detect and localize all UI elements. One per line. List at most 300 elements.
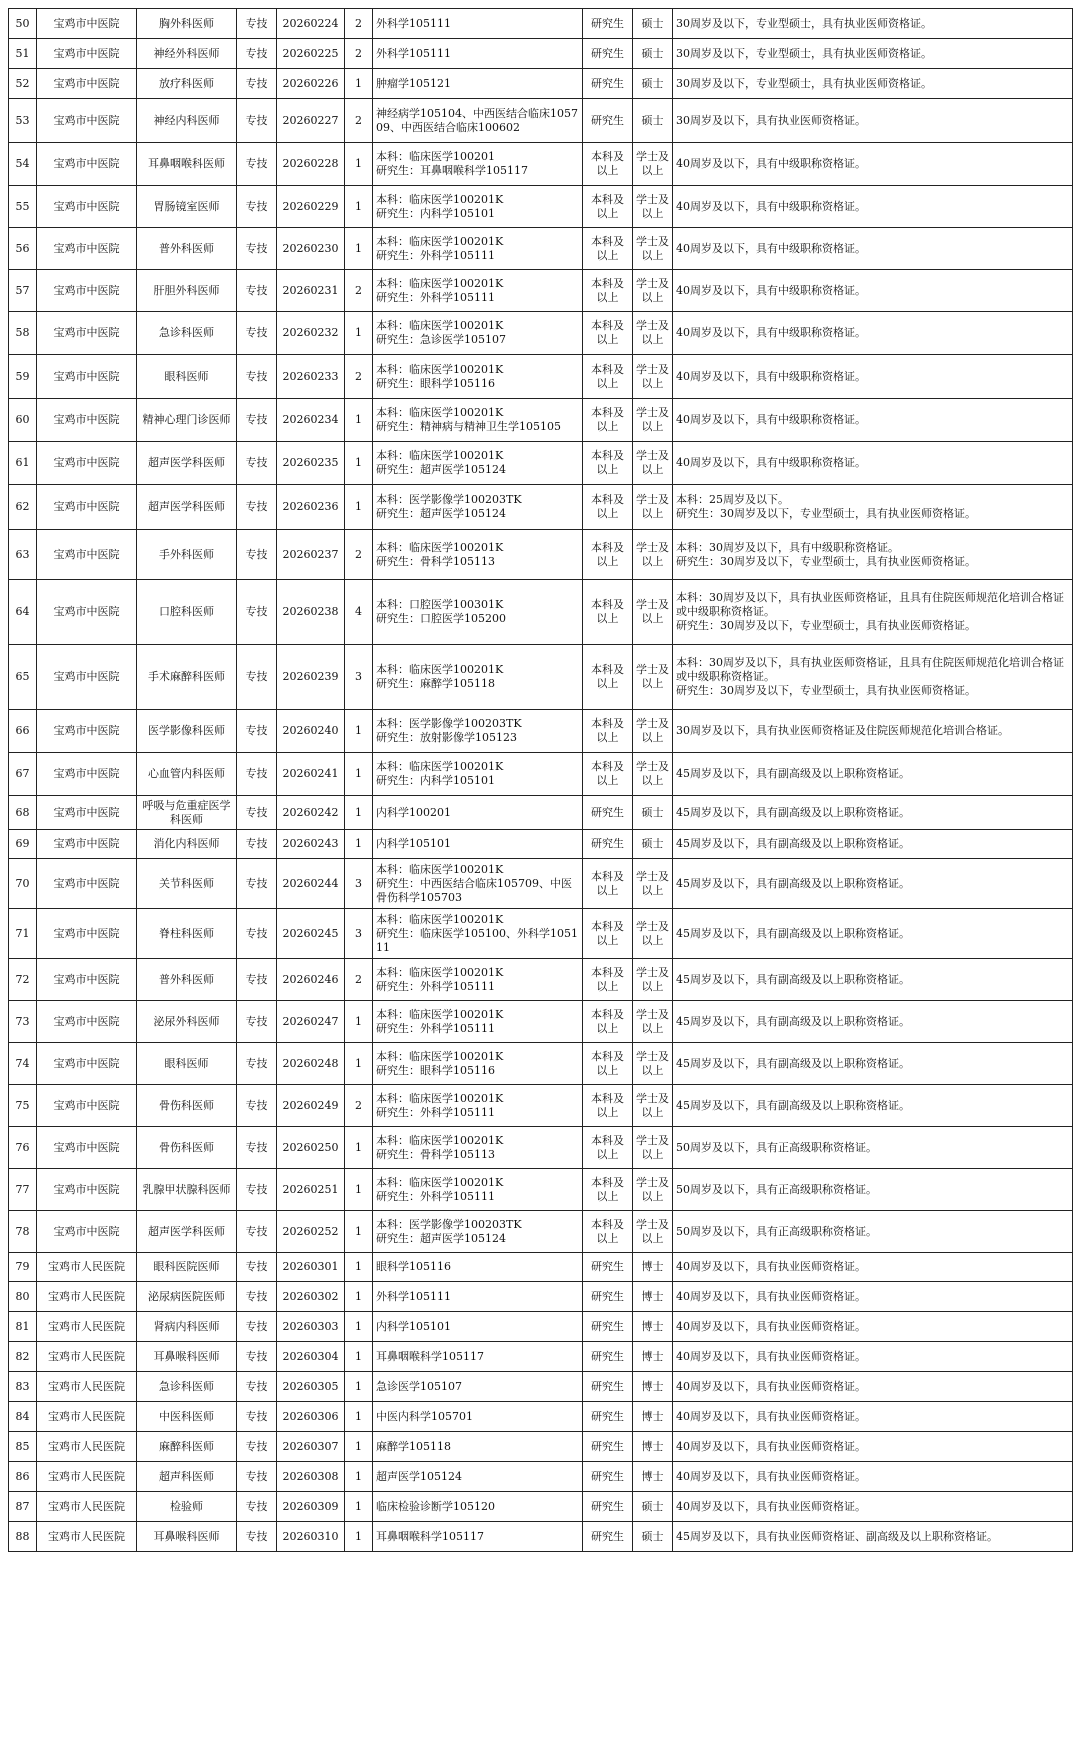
- major-requirement: 肿瘤学105121: [373, 69, 583, 99]
- unit-name: 宝鸡市中医院: [37, 909, 137, 959]
- education-requirement: 研究生: [583, 1462, 633, 1492]
- major-requirement: 本科：临床医学100201K 研究生：超声医学105124: [373, 442, 583, 485]
- position-category: 专技: [237, 39, 277, 69]
- other-requirements: 50周岁及以下，具有正高级职称资格证。: [673, 1169, 1073, 1211]
- other-requirements: 40周岁及以下，具有中级职称资格证。: [673, 270, 1073, 312]
- position-category: 专技: [237, 1522, 277, 1552]
- education-requirement: 本科及以上: [583, 186, 633, 228]
- position-category: 专技: [237, 859, 277, 909]
- unit-name: 宝鸡市中医院: [37, 39, 137, 69]
- degree-requirement: 硕士: [633, 39, 673, 69]
- table-row: [9, 228, 1073, 270]
- position-category: 专技: [237, 645, 277, 710]
- position-name: 神经内科医师: [137, 99, 237, 143]
- other-requirements: 40周岁及以下，具有中级职称资格证。: [673, 442, 1073, 485]
- position-code: 20260309: [277, 1492, 345, 1522]
- major-requirement: 本科：临床医学100201K 研究生：眼科学105116: [373, 355, 583, 399]
- position-code: 20260308: [277, 1462, 345, 1492]
- education-requirement: 研究生: [583, 1312, 633, 1342]
- degree-requirement: 硕士: [633, 796, 673, 830]
- table-row: [9, 1312, 1073, 1342]
- position-code: 20260227: [277, 99, 345, 143]
- row-number: 62: [9, 485, 37, 530]
- position-category: 专技: [237, 228, 277, 270]
- table-row: [9, 796, 1073, 830]
- education-requirement: 本科及以上: [583, 1169, 633, 1211]
- position-code: 20260306: [277, 1402, 345, 1432]
- other-requirements: 本科：30周岁及以下，具有执业医师资格证，且具有住院医师规范化培训合格证或中级职称资格证。 研究生：30周岁及以下，专业型硕士，具有执业医师资格证。: [673, 580, 1073, 645]
- table-row: [9, 442, 1073, 485]
- position-name: 消化内科医师: [137, 830, 237, 859]
- education-requirement: 研究生: [583, 39, 633, 69]
- row-number: 76: [9, 1127, 37, 1169]
- unit-name: 宝鸡市中医院: [37, 355, 137, 399]
- position-category: 专技: [237, 1211, 277, 1253]
- position-category: 专技: [237, 99, 277, 143]
- unit-name: 宝鸡市人民医院: [37, 1372, 137, 1402]
- hiring-count: 1: [345, 399, 373, 442]
- hiring-count: 2: [345, 39, 373, 69]
- other-requirements: 45周岁及以下，具有执业医师资格证、副高级及以上职称资格证。: [673, 1522, 1073, 1552]
- position-code: 20260249: [277, 1085, 345, 1127]
- position-name: 眼科医院医师: [137, 1253, 237, 1282]
- row-number: 53: [9, 99, 37, 143]
- other-requirements: 45周岁及以下，具有副高级及以上职称资格证。: [673, 909, 1073, 959]
- position-category: 专技: [237, 69, 277, 99]
- unit-name: 宝鸡市中医院: [37, 1169, 137, 1211]
- education-requirement: 研究生: [583, 69, 633, 99]
- education-requirement: 研究生: [583, 1282, 633, 1312]
- position-code: 20260251: [277, 1169, 345, 1211]
- unit-name: 宝鸡市中医院: [37, 399, 137, 442]
- hiring-count: 2: [345, 355, 373, 399]
- unit-name: 宝鸡市中医院: [37, 1001, 137, 1043]
- hiring-count: 1: [345, 1462, 373, 1492]
- position-code: 20260305: [277, 1372, 345, 1402]
- other-requirements: 50周岁及以下，具有正高级职称资格证。: [673, 1127, 1073, 1169]
- hiring-count: 1: [345, 1127, 373, 1169]
- other-requirements: 45周岁及以下，具有副高级及以上职称资格证。: [673, 753, 1073, 796]
- unit-name: 宝鸡市中医院: [37, 959, 137, 1001]
- degree-requirement: 学士及以上: [633, 909, 673, 959]
- position-name: 关节科医师: [137, 859, 237, 909]
- unit-name: 宝鸡市中医院: [37, 485, 137, 530]
- position-code: 20260230: [277, 228, 345, 270]
- other-requirements: 30周岁及以下，专业型硕士，具有执业医师资格证。: [673, 39, 1073, 69]
- degree-requirement: 学士及以上: [633, 1001, 673, 1043]
- major-requirement: 本科：临床医学100201K 研究生：临床医学105100、外科学105111: [373, 909, 583, 959]
- education-requirement: 本科及以上: [583, 1085, 633, 1127]
- major-requirement: 眼科学105116: [373, 1253, 583, 1282]
- degree-requirement: 博士: [633, 1462, 673, 1492]
- unit-name: 宝鸡市人民医院: [37, 1342, 137, 1372]
- unit-name: 宝鸡市中医院: [37, 143, 137, 186]
- major-requirement: 本科：临床医学100201K 研究生：外科学105111: [373, 228, 583, 270]
- position-code: 20260228: [277, 143, 345, 186]
- table-row: [9, 1127, 1073, 1169]
- table-row: [9, 580, 1073, 645]
- position-category: 专技: [237, 270, 277, 312]
- major-requirement: 本科：临床医学100201K 研究生：精神病与精神卫生学105105: [373, 399, 583, 442]
- unit-name: 宝鸡市中医院: [37, 753, 137, 796]
- row-number: 59: [9, 355, 37, 399]
- position-name: 检验师: [137, 1492, 237, 1522]
- row-number: 78: [9, 1211, 37, 1253]
- table-row: [9, 859, 1073, 909]
- position-name: 普外科医师: [137, 959, 237, 1001]
- position-code: 20260231: [277, 270, 345, 312]
- row-number: 85: [9, 1432, 37, 1462]
- degree-requirement: 学士及以上: [633, 399, 673, 442]
- major-requirement: 耳鼻咽喉科学105117: [373, 1342, 583, 1372]
- major-requirement: 内科学100201: [373, 796, 583, 830]
- position-category: 专技: [237, 186, 277, 228]
- table-row: [9, 485, 1073, 530]
- position-code: 20260302: [277, 1282, 345, 1312]
- education-requirement: 本科及以上: [583, 1211, 633, 1253]
- row-number: 67: [9, 753, 37, 796]
- major-requirement: 耳鼻咽喉科学105117: [373, 1522, 583, 1552]
- education-requirement: 研究生: [583, 1432, 633, 1462]
- other-requirements: 40周岁及以下，具有中级职称资格证。: [673, 312, 1073, 355]
- position-code: 20260236: [277, 485, 345, 530]
- unit-name: 宝鸡市中医院: [37, 186, 137, 228]
- major-requirement: 本科：临床医学100201K 研究生：外科学105111: [373, 1001, 583, 1043]
- unit-name: 宝鸡市中医院: [37, 1043, 137, 1085]
- row-number: 52: [9, 69, 37, 99]
- degree-requirement: 学士及以上: [633, 186, 673, 228]
- major-requirement: 本科：口腔医学100301K 研究生：口腔医学105200: [373, 580, 583, 645]
- degree-requirement: 硕士: [633, 830, 673, 859]
- other-requirements: 45周岁及以下，具有副高级及以上职称资格证。: [673, 796, 1073, 830]
- unit-name: 宝鸡市中医院: [37, 99, 137, 143]
- position-code: 20260244: [277, 859, 345, 909]
- education-requirement: 本科及以上: [583, 1127, 633, 1169]
- unit-name: 宝鸡市中医院: [37, 9, 137, 39]
- hiring-count: 3: [345, 909, 373, 959]
- other-requirements: 45周岁及以下，具有副高级及以上职称资格证。: [673, 1085, 1073, 1127]
- other-requirements: 40周岁及以下，具有中级职称资格证。: [673, 228, 1073, 270]
- hiring-count: 1: [345, 1432, 373, 1462]
- position-name: 超声医学科医师: [137, 442, 237, 485]
- other-requirements: 45周岁及以下，具有副高级及以上职称资格证。: [673, 959, 1073, 1001]
- position-code: 20260310: [277, 1522, 345, 1552]
- table-row: [9, 1462, 1073, 1492]
- degree-requirement: 学士及以上: [633, 355, 673, 399]
- position-category: 专技: [237, 753, 277, 796]
- education-requirement: 本科及以上: [583, 959, 633, 1001]
- other-requirements: 40周岁及以下，具有中级职称资格证。: [673, 186, 1073, 228]
- education-requirement: 本科及以上: [583, 355, 633, 399]
- degree-requirement: 硕士: [633, 1522, 673, 1552]
- hiring-count: 1: [345, 312, 373, 355]
- table-row: [9, 959, 1073, 1001]
- position-category: 专技: [237, 1462, 277, 1492]
- position-name: 肝胆外科医师: [137, 270, 237, 312]
- major-requirement: 本科：医学影像学100203TK 研究生：超声医学105124: [373, 485, 583, 530]
- position-code: 20260246: [277, 959, 345, 1001]
- unit-name: 宝鸡市中医院: [37, 645, 137, 710]
- education-requirement: 研究生: [583, 99, 633, 143]
- position-code: 20260232: [277, 312, 345, 355]
- other-requirements: 45周岁及以下，具有副高级及以上职称资格证。: [673, 859, 1073, 909]
- education-requirement: 本科及以上: [583, 710, 633, 753]
- position-category: 专技: [237, 9, 277, 39]
- other-requirements: 40周岁及以下，具有执业医师资格证。: [673, 1342, 1073, 1372]
- unit-name: 宝鸡市人民医院: [37, 1522, 137, 1552]
- hiring-count: 2: [345, 959, 373, 1001]
- degree-requirement: 学士及以上: [633, 645, 673, 710]
- major-requirement: 内科学105101: [373, 1312, 583, 1342]
- position-category: 专技: [237, 355, 277, 399]
- other-requirements: 40周岁及以下，具有执业医师资格证。: [673, 1432, 1073, 1462]
- major-requirement: 急诊医学105107: [373, 1372, 583, 1402]
- table-row: [9, 1085, 1073, 1127]
- row-number: 51: [9, 39, 37, 69]
- position-category: 专技: [237, 580, 277, 645]
- major-requirement: 本科：临床医学100201K 研究生：内科学105101: [373, 753, 583, 796]
- row-number: 71: [9, 909, 37, 959]
- position-name: 手外科医师: [137, 530, 237, 580]
- unit-name: 宝鸡市中医院: [37, 270, 137, 312]
- table-row: [9, 9, 1073, 39]
- other-requirements: 40周岁及以下，具有执业医师资格证。: [673, 1492, 1073, 1522]
- unit-name: 宝鸡市中医院: [37, 1127, 137, 1169]
- row-number: 66: [9, 710, 37, 753]
- hiring-count: 2: [345, 1085, 373, 1127]
- other-requirements: 45周岁及以下，具有副高级及以上职称资格证。: [673, 830, 1073, 859]
- row-number: 72: [9, 959, 37, 1001]
- major-requirement: 本科：临床医学100201K 研究生：麻醉学105118: [373, 645, 583, 710]
- position-name: 放疗科医师: [137, 69, 237, 99]
- table-row: [9, 69, 1073, 99]
- education-requirement: 本科及以上: [583, 1001, 633, 1043]
- position-category: 专技: [237, 1402, 277, 1432]
- hiring-count: 1: [345, 1312, 373, 1342]
- table-row: [9, 399, 1073, 442]
- row-number: 55: [9, 186, 37, 228]
- major-requirement: 本科：临床医学100201K 研究生：骨科学105113: [373, 530, 583, 580]
- degree-requirement: 学士及以上: [633, 1043, 673, 1085]
- other-requirements: 30周岁及以下，专业型硕士，具有执业医师资格证。: [673, 69, 1073, 99]
- position-category: 专技: [237, 442, 277, 485]
- position-name: 急诊科医师: [137, 1372, 237, 1402]
- row-number: 81: [9, 1312, 37, 1342]
- unit-name: 宝鸡市中医院: [37, 442, 137, 485]
- hiring-count: 1: [345, 1001, 373, 1043]
- education-requirement: 研究生: [583, 1253, 633, 1282]
- position-name: 泌尿外科医师: [137, 1001, 237, 1043]
- position-code: 20260229: [277, 186, 345, 228]
- row-number: 63: [9, 530, 37, 580]
- other-requirements: 40周岁及以下，具有执业医师资格证。: [673, 1402, 1073, 1432]
- hiring-count: 1: [345, 186, 373, 228]
- education-requirement: 本科及以上: [583, 645, 633, 710]
- position-name: 神经外科医师: [137, 39, 237, 69]
- position-category: 专技: [237, 909, 277, 959]
- major-requirement: 中医内科学105701: [373, 1402, 583, 1432]
- other-requirements: 40周岁及以下，具有执业医师资格证。: [673, 1312, 1073, 1342]
- position-category: 专技: [237, 485, 277, 530]
- table-row: [9, 1001, 1073, 1043]
- major-requirement: 临床检验诊断学105120: [373, 1492, 583, 1522]
- position-category: 专技: [237, 1043, 277, 1085]
- hiring-count: 1: [345, 710, 373, 753]
- position-name: 口腔科医师: [137, 580, 237, 645]
- row-number: 77: [9, 1169, 37, 1211]
- unit-name: 宝鸡市中医院: [37, 859, 137, 909]
- major-requirement: 本科：临床医学100201 研究生：耳鼻咽喉科学105117: [373, 143, 583, 186]
- other-requirements: 30周岁及以下，具有执业医师资格证及住院医师规范化培训合格证。: [673, 710, 1073, 753]
- hiring-count: 2: [345, 9, 373, 39]
- unit-name: 宝鸡市中医院: [37, 580, 137, 645]
- major-requirement: 本科：临床医学100201K 研究生：骨科学105113: [373, 1127, 583, 1169]
- hiring-count: 1: [345, 830, 373, 859]
- row-number: 69: [9, 830, 37, 859]
- hiring-count: 2: [345, 99, 373, 143]
- education-requirement: 本科及以上: [583, 859, 633, 909]
- position-name: 超声医学科医师: [137, 1211, 237, 1253]
- major-requirement: 内科学105101: [373, 830, 583, 859]
- position-name: 急诊科医师: [137, 312, 237, 355]
- unit-name: 宝鸡市中医院: [37, 830, 137, 859]
- position-category: 专技: [237, 1127, 277, 1169]
- position-category: 专技: [237, 830, 277, 859]
- other-requirements: 30周岁及以下，专业型硕士，具有执业医师资格证。: [673, 9, 1073, 39]
- position-category: 专技: [237, 399, 277, 442]
- other-requirements: 本科：25周岁及以下。 研究生：30周岁及以下，专业型硕士，具有执业医师资格证。: [673, 485, 1073, 530]
- position-code: 20260307: [277, 1432, 345, 1462]
- education-requirement: 本科及以上: [583, 442, 633, 485]
- unit-name: 宝鸡市中医院: [37, 1085, 137, 1127]
- table-row: [9, 1169, 1073, 1211]
- degree-requirement: 硕士: [633, 99, 673, 143]
- position-name: 骨伤科医师: [137, 1127, 237, 1169]
- position-category: 专技: [237, 1312, 277, 1342]
- table-row: [9, 753, 1073, 796]
- degree-requirement: 学士及以上: [633, 485, 673, 530]
- table-body: [9, 9, 1073, 1552]
- hiring-count: 1: [345, 1043, 373, 1085]
- degree-requirement: 学士及以上: [633, 1169, 673, 1211]
- hiring-count: 1: [345, 796, 373, 830]
- position-name: 麻醉科医师: [137, 1432, 237, 1462]
- unit-name: 宝鸡市人民医院: [37, 1253, 137, 1282]
- row-number: 65: [9, 645, 37, 710]
- unit-name: 宝鸡市人民医院: [37, 1492, 137, 1522]
- other-requirements: 45周岁及以下，具有副高级及以上职称资格证。: [673, 1001, 1073, 1043]
- hiring-count: 1: [345, 485, 373, 530]
- hiring-count: 2: [345, 530, 373, 580]
- major-requirement: 本科：临床医学100201K 研究生：外科学105111: [373, 270, 583, 312]
- major-requirement: 本科：临床医学100201K 研究生：外科学105111: [373, 1169, 583, 1211]
- position-category: 专技: [237, 530, 277, 580]
- table-row: [9, 99, 1073, 143]
- table-row: [9, 710, 1073, 753]
- position-category: 专技: [237, 959, 277, 1001]
- position-code: 20260247: [277, 1001, 345, 1043]
- row-number: 86: [9, 1462, 37, 1492]
- other-requirements: 40周岁及以下，具有执业医师资格证。: [673, 1282, 1073, 1312]
- education-requirement: 本科及以上: [583, 228, 633, 270]
- hiring-count: 1: [345, 69, 373, 99]
- position-code: 20260243: [277, 830, 345, 859]
- position-name: 心血管内科医师: [137, 753, 237, 796]
- unit-name: 宝鸡市中医院: [37, 1211, 137, 1253]
- table-row: [9, 1522, 1073, 1552]
- education-requirement: 本科及以上: [583, 399, 633, 442]
- table-row: [9, 1043, 1073, 1085]
- unit-name: 宝鸡市人民医院: [37, 1432, 137, 1462]
- position-name: 呼吸与危重症医学科医师: [137, 796, 237, 830]
- degree-requirement: 博士: [633, 1402, 673, 1432]
- position-category: 专技: [237, 1342, 277, 1372]
- unit-name: 宝鸡市中医院: [37, 530, 137, 580]
- degree-requirement: 学士及以上: [633, 270, 673, 312]
- education-requirement: 本科及以上: [583, 530, 633, 580]
- hiring-count: 1: [345, 442, 373, 485]
- position-code: 20260303: [277, 1312, 345, 1342]
- other-requirements: 40周岁及以下，具有中级职称资格证。: [673, 399, 1073, 442]
- row-number: 88: [9, 1522, 37, 1552]
- position-code: 20260235: [277, 442, 345, 485]
- hiring-count: 1: [345, 1372, 373, 1402]
- education-requirement: 研究生: [583, 1522, 633, 1552]
- position-category: 专技: [237, 1282, 277, 1312]
- table-row: [9, 270, 1073, 312]
- position-code: 20260234: [277, 399, 345, 442]
- row-number: 70: [9, 859, 37, 909]
- degree-requirement: 学士及以上: [633, 228, 673, 270]
- major-requirement: 神经病学105104、中西医结合临床105709、中西医结合临床100602: [373, 99, 583, 143]
- degree-requirement: 硕士: [633, 9, 673, 39]
- table-row: [9, 830, 1073, 859]
- degree-requirement: 学士及以上: [633, 312, 673, 355]
- major-requirement: 本科：临床医学100201K 研究生：外科学105111: [373, 959, 583, 1001]
- education-requirement: 本科及以上: [583, 312, 633, 355]
- table-row: [9, 909, 1073, 959]
- table-row: [9, 645, 1073, 710]
- row-number: 87: [9, 1492, 37, 1522]
- recruitment-table: [8, 8, 1073, 1552]
- row-number: 56: [9, 228, 37, 270]
- other-requirements: 40周岁及以下，具有中级职称资格证。: [673, 355, 1073, 399]
- major-requirement: 外科学105111: [373, 1282, 583, 1312]
- education-requirement: 研究生: [583, 1402, 633, 1432]
- row-number: 64: [9, 580, 37, 645]
- education-requirement: 本科及以上: [583, 485, 633, 530]
- degree-requirement: 博士: [633, 1372, 673, 1402]
- row-number: 57: [9, 270, 37, 312]
- major-requirement: 外科学105111: [373, 39, 583, 69]
- position-code: 20260301: [277, 1253, 345, 1282]
- table-row: [9, 1372, 1073, 1402]
- position-code: 20260237: [277, 530, 345, 580]
- degree-requirement: 博士: [633, 1282, 673, 1312]
- education-requirement: 本科及以上: [583, 753, 633, 796]
- education-requirement: 研究生: [583, 1372, 633, 1402]
- major-requirement: 本科：临床医学100201K 研究生：中西医结合临床105709、中医骨伤科学105703: [373, 859, 583, 909]
- degree-requirement: 博士: [633, 1342, 673, 1372]
- major-requirement: 本科：临床医学100201K 研究生：内科学105101: [373, 186, 583, 228]
- position-code: 20260245: [277, 909, 345, 959]
- degree-requirement: 硕士: [633, 69, 673, 99]
- degree-requirement: 博士: [633, 1253, 673, 1282]
- hiring-count: 1: [345, 228, 373, 270]
- major-requirement: 本科：医学影像学100203TK 研究生：超声医学105124: [373, 1211, 583, 1253]
- other-requirements: 本科：30周岁及以下，具有中级职称资格证。 研究生：30周岁及以下，专业型硕士，具有执业医师资格证。: [673, 530, 1073, 580]
- position-category: 专技: [237, 1169, 277, 1211]
